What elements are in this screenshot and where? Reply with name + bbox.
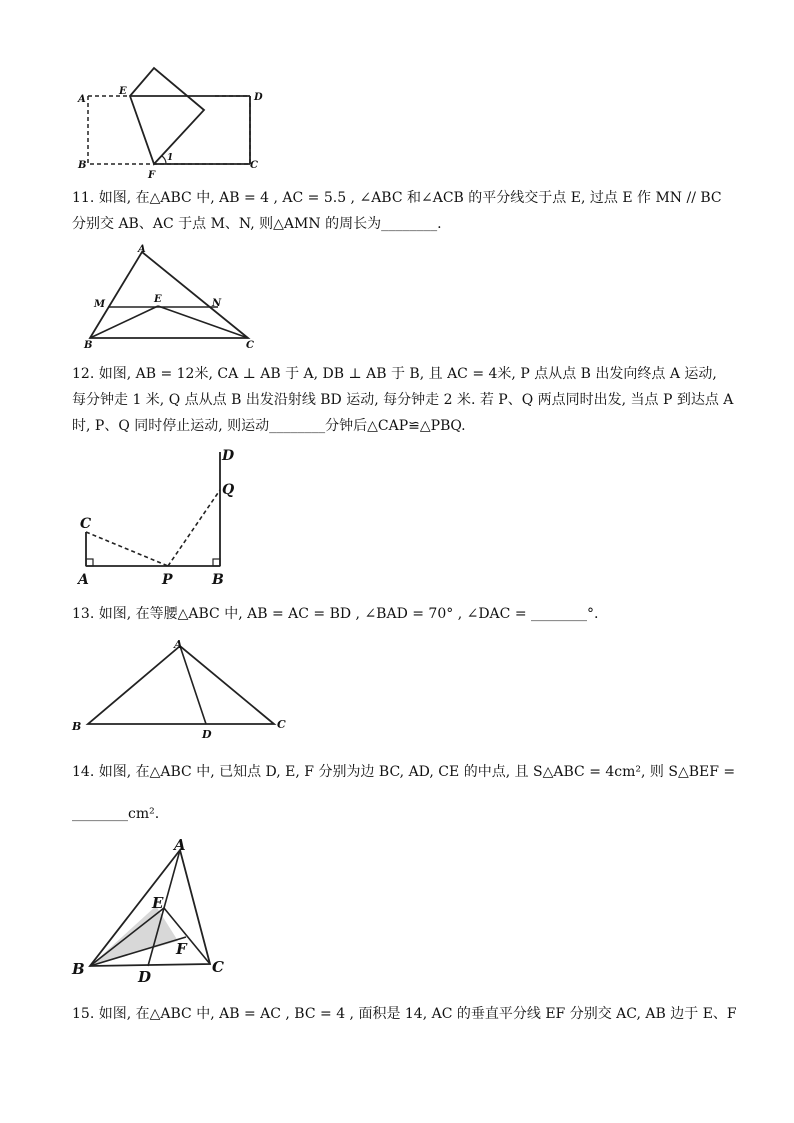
label-B: B: [78, 160, 87, 171]
label-F: F: [148, 170, 156, 181]
figure-q12: [70, 442, 250, 592]
label-A: A: [138, 244, 146, 255]
label-B: B: [72, 960, 85, 978]
label-1: 1: [167, 153, 174, 163]
label-F: F: [176, 940, 187, 958]
label-A: A: [174, 638, 183, 651]
label-P: P: [162, 572, 173, 588]
label-C: C: [80, 516, 92, 532]
figure-q11: [78, 244, 278, 354]
label-B: B: [212, 572, 224, 588]
question-14-line2: ________cm².: [72, 806, 160, 822]
label-D: D: [254, 92, 263, 103]
label-E: E: [119, 86, 127, 97]
label-C: C: [277, 718, 286, 731]
label-M: M: [94, 299, 106, 310]
question-11: [72, 185, 752, 237]
question-12-line3: 时, P、Q 同时停止运动, 则运动________分钟后△CAP≌△PBQ.: [72, 418, 466, 434]
label-D: D: [222, 448, 235, 464]
question-11-line2: 分别交 AB、AC 于点 M、N, 则△AMN 的周长为________.: [72, 216, 442, 232]
label-E: E: [152, 894, 164, 912]
label-A: A: [78, 94, 86, 105]
question-12-line1: 12. 如图, AB = 12米, CA ⊥ AB 于 A, DB ⊥ AB 于 B, 且 AC = 4米, P 点从点 B 出发向终点 A 运动,: [72, 366, 717, 382]
question-14: [72, 759, 752, 827]
label-N: N: [212, 298, 222, 309]
figure-q13: [70, 636, 300, 746]
question-12-line2: 每分钟走 1 米, Q 点从点 B 出发沿射线 BD 运动, 每分钟走 2 米. 若 P、Q 两点同时出发, 当点 P 到达点 A: [72, 392, 734, 408]
label-B: B: [84, 340, 93, 351]
label-A: A: [78, 572, 89, 588]
question-14-line1: 14. 如图, 在△ABC 中, 已知点 D, E, F 分别为边 BC, AD, CE 的中点, 且 S△ABC = 4cm², 则 S△BEF =: [72, 764, 736, 780]
label-Q: Q: [222, 482, 235, 498]
label-C: C: [212, 958, 224, 976]
question-13-line1: 13. 如图, 在等腰△ABC 中, AB = AC = BD , ∠BAD = 70° , ∠DAC = ________°.: [72, 606, 599, 622]
label-B: B: [72, 720, 82, 733]
label-D: D: [138, 968, 152, 986]
figure-q10: [70, 62, 290, 182]
label-D: D: [202, 728, 212, 741]
label-A: A: [174, 836, 186, 854]
figure-q14: [66, 836, 246, 986]
question-15: [72, 1001, 752, 1027]
question-11-line1: 11. 如图, 在△ABC 中, AB = 4 , AC = 5.5 , ∠ABC 和∠ACB 的平分线交于点 E, 过点 E 作 MN // BC: [72, 190, 722, 206]
question-12: [72, 361, 752, 439]
question-15-line1: 15. 如图, 在△ABC 中, AB = AC , BC = 4 , 面积是 14, AC 的垂直平分线 EF 分别交 AC, AB 边于 E、F: [72, 1006, 737, 1022]
label-C: C: [246, 340, 254, 351]
label-C: C: [250, 160, 258, 171]
label-E: E: [154, 294, 162, 305]
question-13: [72, 601, 752, 627]
